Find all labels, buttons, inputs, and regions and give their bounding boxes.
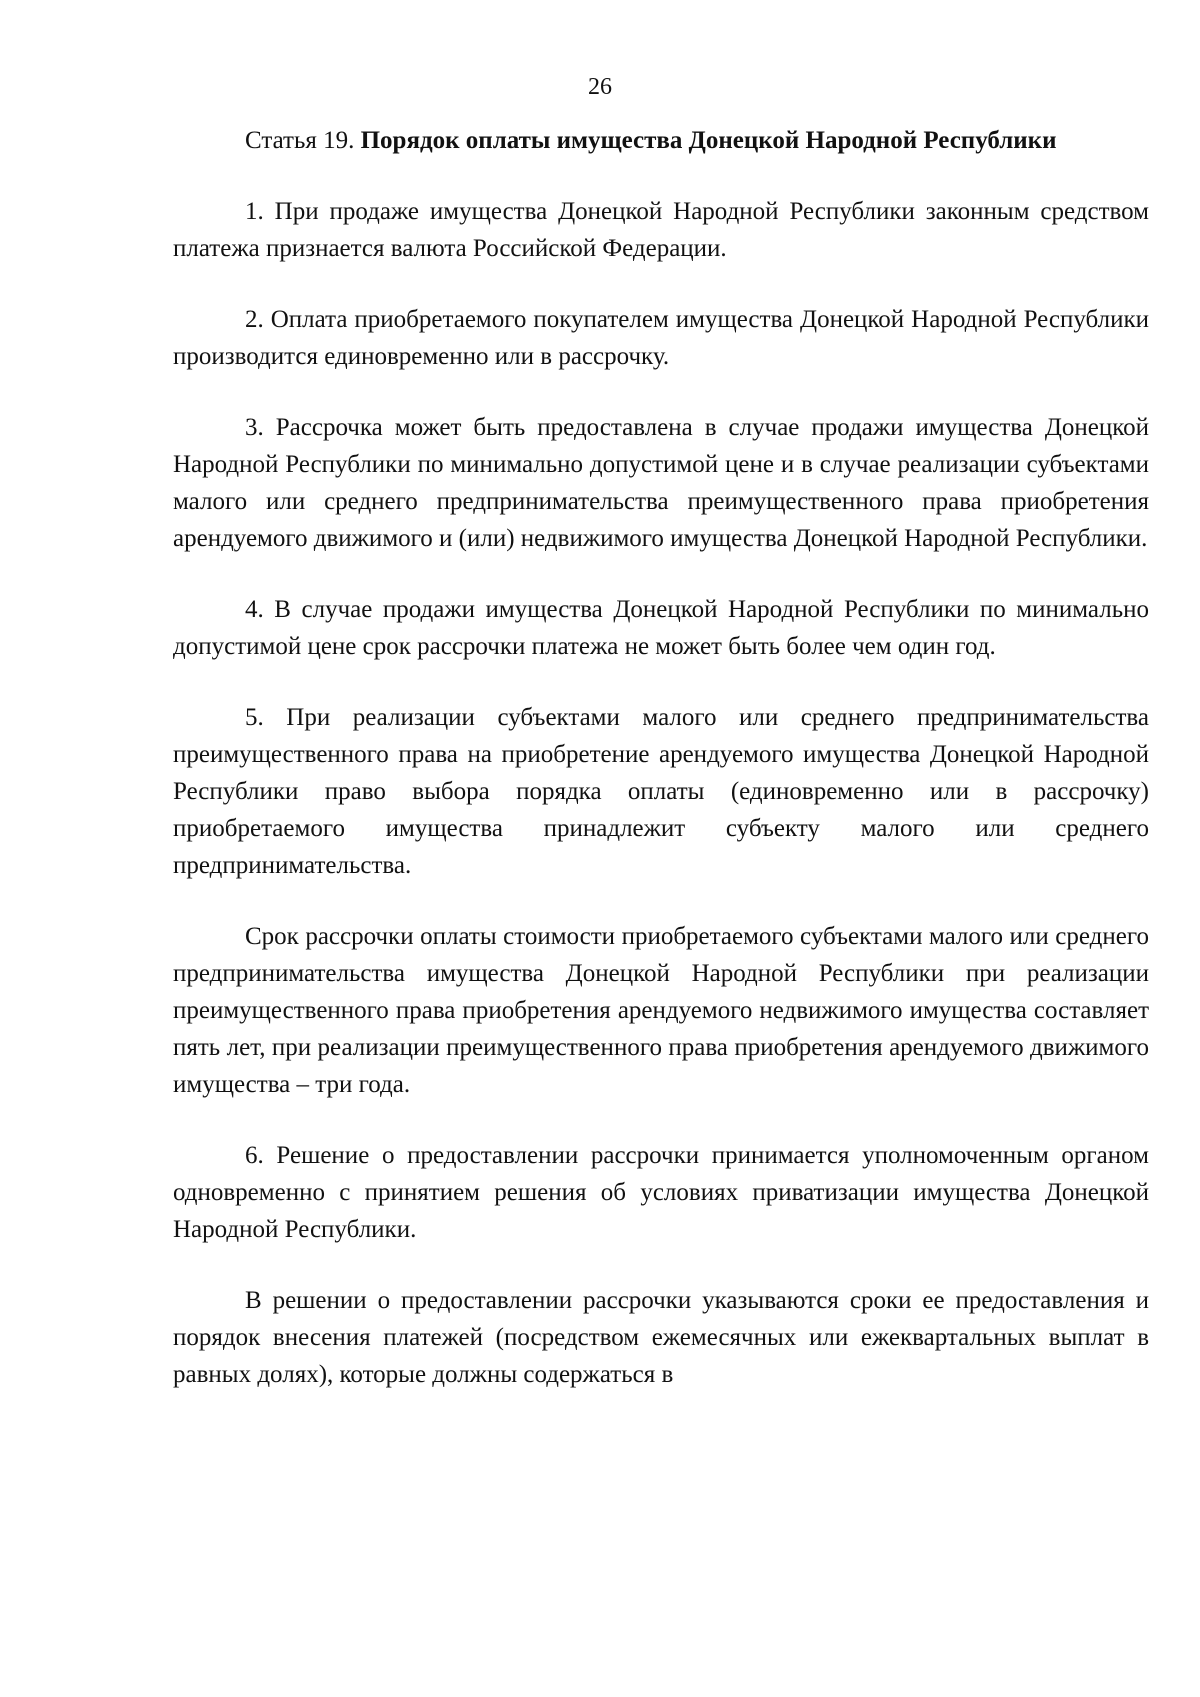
page-number: 26: [588, 74, 612, 100]
paragraph-4: 4. В случае продажи имущества Донецкой Народной Республики по минимально допустимой цене срок рассрочки платежа не может быть более чем один год.: [173, 596, 1149, 660]
paragraph-1: 1. При продаже имущества Донецкой Народной Республики законным средством платежа признается валюта Российской Федерации.: [173, 198, 1149, 262]
paragraph-5-installment-term: Срок рассрочки оплаты стоимости приобретаемого субъектами малого или среднего предпринимательства имущества Донецкой Народной Республики при реализации преимущественного права приобретения арендуемого недвижимого имущества составляет пять лет, при реализации преимущественного права приобретения арендуемого движимого имущества – три года.: [173, 923, 1149, 1098]
paragraph-5: 5. При реализации субъектами малого или среднего предпринимательства преимущественного права на приобретение арендуемого имущества Донецкой Народной Республики право выбора порядка оплаты (единовременно или в рассрочку) приобретаемого имущества принадлежит субъекту малого или среднего предпринимательства.: [173, 704, 1149, 879]
article-label: Статья 19.: [245, 127, 355, 154]
paragraph-6: 6. Решение о предоставлении рассрочки принимается уполномоченным органом одновременно с принятием решения об условиях приватизации имущества Донецкой Народной Республики.: [173, 1142, 1149, 1243]
document-body: [173, 122, 1149, 1427]
paragraph-3: 3. Рассрочка может быть предоставлена в случае продажи имущества Донецкой Народной Республики по минимально допустимой цене и в случае реализации субъектами малого или среднего предпринимательства преимущественного права приобретения арендуемого движимого и (или) недвижимого имущества Донецкой Народной Республики.: [173, 414, 1149, 552]
article-heading: [173, 122, 1149, 159]
paragraph-6-decision-details: В решении о предоставлении рассрочки указываются сроки ее предоставления и порядок внесения платежей (посредством ежемесячных или ежеквартальных выплат в равных долях), которые должны содержаться в: [173, 1287, 1149, 1388]
article-title: Порядок оплаты имущества Донецкой Народной Республики: [360, 127, 1057, 154]
paragraph-2: 2. Оплата приобретаемого покупателем имущества Донецкой Народной Республики производится единовременно или в рассрочку.: [173, 306, 1149, 370]
